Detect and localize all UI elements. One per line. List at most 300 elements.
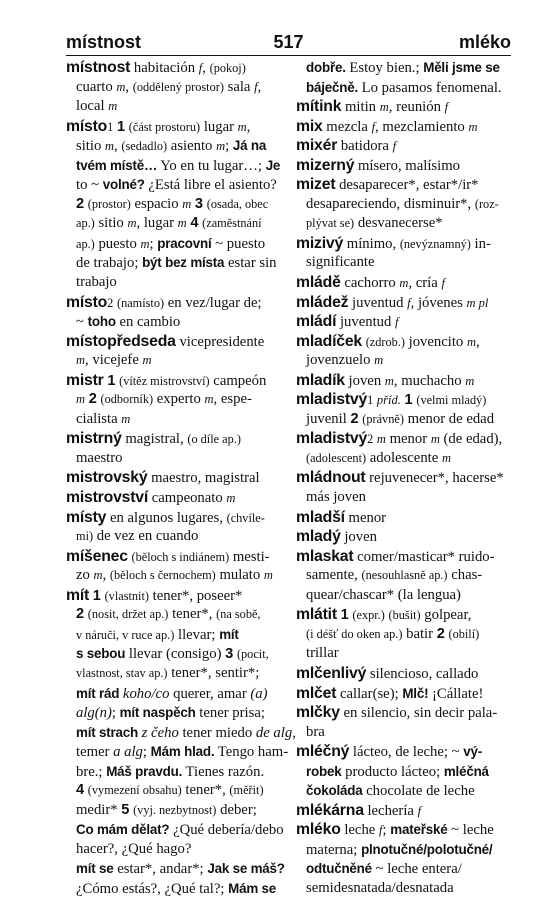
dictionary-line — [296, 742, 512, 762]
dictionary-line — [66, 117, 296, 137]
dictionary-line — [66, 175, 296, 195]
phrase: mít strach — [76, 724, 138, 740]
headword: mizivý — [296, 234, 344, 252]
translation: samente, — [306, 567, 362, 584]
phrase: toho — [87, 314, 116, 330]
translation: menor — [344, 509, 387, 526]
translation: Lo pasamos fenomenal. — [358, 79, 502, 96]
dictionary-line — [296, 527, 512, 547]
dictionary-line — [66, 234, 296, 254]
grammar-label: m — [226, 491, 236, 506]
dictionary-line — [66, 801, 296, 821]
headword: mixér — [296, 137, 338, 155]
headword: mlčenlivý — [296, 664, 367, 682]
translation: tener*, — [168, 606, 217, 623]
dictionary-line — [296, 117, 512, 137]
phrase: Máš pravdu. — [106, 763, 183, 779]
dictionary-line — [296, 664, 512, 684]
translation: callar(se); — [336, 685, 403, 702]
translation: zo — [76, 567, 94, 584]
note: (prostor) — [87, 196, 131, 211]
grammar-label: m — [441, 450, 451, 465]
translation: en silencio, sin decir pala- — [339, 705, 498, 722]
grammar-label: m — [121, 411, 131, 426]
translation: , — [202, 60, 210, 76]
dictionary-line — [66, 97, 296, 117]
grammar-label: f — [407, 295, 411, 310]
headword: místo — [66, 293, 108, 311]
headword: mladistvý — [296, 391, 368, 409]
sense-number: 1 — [404, 392, 413, 409]
note: (vymezení obsahu) — [87, 783, 182, 798]
translation: vicepresidente — [175, 333, 265, 350]
note: (právně) — [362, 411, 404, 426]
sense-number: 2 — [350, 410, 359, 427]
note: ap.) — [76, 236, 95, 251]
note: 1 — [367, 393, 374, 408]
dictionary-line — [296, 703, 512, 723]
translation: maestro — [76, 449, 123, 466]
dictionary-line — [66, 703, 296, 723]
translation: chocolate de leche — [362, 783, 475, 800]
dictionary-line — [296, 762, 512, 782]
translation: deber; — [216, 801, 257, 818]
dictionary-line — [66, 840, 296, 860]
dictionary-line — [66, 195, 296, 215]
dictionary-line — [296, 97, 512, 117]
dictionary-line — [66, 78, 296, 98]
translation: ¿Qué debería/debo — [169, 822, 284, 839]
note: (na sobě, — [216, 607, 261, 622]
translation: , cría — [408, 275, 442, 292]
headword: mléčný — [296, 743, 350, 761]
translation: Yo en tu lugar…; — [157, 157, 266, 174]
note: (část prostoru) — [128, 119, 201, 134]
note: (vlastnit) — [104, 588, 149, 603]
translation: hacer?, ¿Qué hago? — [76, 840, 192, 857]
translation: medir* — [76, 801, 122, 818]
dictionary-line — [66, 684, 296, 704]
headword: mít — [66, 586, 90, 604]
note: (chvíle- — [226, 510, 265, 525]
translation: local — [76, 98, 109, 115]
sense-number: 3 — [194, 195, 204, 212]
dictionary-line — [66, 508, 296, 528]
translation: chas- — [447, 567, 483, 584]
translation: menor — [385, 431, 431, 448]
note: (vyj. nezbytnost) — [133, 802, 217, 817]
translation: espacio — [130, 195, 183, 212]
translation: experto — [153, 391, 205, 408]
header-rule — [66, 55, 511, 56]
dictionary-line — [66, 762, 296, 782]
translation: estar sin — [224, 255, 277, 272]
translation: , espe- — [213, 391, 252, 408]
note: (osada, obec — [206, 196, 269, 211]
headword: mítink — [296, 98, 342, 116]
dictionary-line — [66, 586, 296, 606]
left-column — [66, 58, 296, 899]
translation: quear/chascar* (la lengua) — [306, 586, 461, 603]
headword: mládí — [296, 313, 337, 331]
note: (i déšť do oken ap.) — [306, 626, 403, 641]
sense-number: 4 — [190, 215, 199, 232]
grammar-label: m — [76, 392, 86, 407]
note: (nesouhlasně ap.) — [361, 568, 448, 583]
translation: desvanecerse* — [354, 215, 443, 232]
translation: , mezclamiento — [375, 118, 469, 135]
translation: ; — [149, 235, 158, 252]
grammar-label: m — [216, 139, 226, 154]
dictionary-line — [66, 605, 296, 625]
translation: producto lácteo; — [341, 763, 444, 780]
dictionary-line — [296, 351, 512, 371]
note: (o díle ap.) — [187, 432, 241, 447]
italic-text: koho/co — [122, 685, 170, 702]
note: (nosit, držet ap.) — [87, 607, 169, 622]
headword: mlékárna — [296, 801, 364, 819]
translation: magistral, — [121, 431, 188, 448]
header-first-entry: místnost — [66, 32, 142, 52]
translation: más joven — [306, 489, 366, 506]
phrase: mateřské — [390, 822, 448, 838]
sense-number: 2 — [76, 195, 85, 212]
translation: , — [257, 78, 262, 95]
grammar-label: m — [93, 568, 103, 583]
grammar-label: f — [444, 100, 449, 115]
translation: golpear, — [420, 607, 472, 624]
headword: mlaskat — [296, 547, 354, 565]
phrase: mít — [219, 626, 239, 642]
headword: mládnout — [296, 469, 366, 487]
translation: habitación — [130, 60, 199, 76]
dictionary-line — [66, 664, 296, 684]
translation: ; — [225, 138, 233, 155]
phrase: Já na — [232, 138, 267, 154]
translation: ¿Está libre el asiento? — [144, 177, 277, 194]
note: (pokoj) — [209, 61, 246, 75]
dictionary-line — [66, 820, 296, 840]
dictionary-line — [66, 547, 296, 567]
note: 2 — [367, 432, 374, 447]
dictionary-line — [296, 175, 512, 195]
note: ap.) — [76, 216, 95, 231]
phrase: robek — [306, 763, 342, 779]
translation: llevar (consigo) — [125, 646, 226, 663]
dictionary-line — [296, 859, 512, 879]
note: (pocit, — [236, 647, 269, 662]
note: (namísto) — [116, 295, 165, 310]
sense-number: 2 — [76, 606, 85, 623]
phrase: Měli jsme se — [423, 60, 500, 75]
note: v náruči, v ruce ap.) — [76, 627, 175, 642]
headword: místo — [66, 117, 108, 135]
translation: to ~ — [76, 177, 103, 194]
grammar-label: m — [468, 119, 478, 134]
headword: mistrovský — [66, 469, 148, 487]
dictionary-line — [296, 312, 512, 332]
headword: mladistvý — [296, 430, 368, 448]
phrase: mít naspěch — [119, 705, 196, 721]
grammar-label: f — [395, 315, 399, 330]
note: (velmi mladý) — [416, 393, 487, 408]
dictionary-line — [296, 234, 512, 254]
grammar-label: m — [140, 236, 150, 251]
translation: sitio — [94, 215, 128, 232]
translation: ¡Cállate! — [428, 685, 484, 702]
headword: mládež — [296, 293, 349, 311]
translation: mesti- — [229, 548, 270, 565]
dictionary-line — [296, 332, 512, 352]
translation: juventud — [348, 294, 408, 311]
headword: mladíček — [296, 332, 363, 350]
translation: , — [114, 138, 122, 155]
translation: cachorro — [340, 275, 400, 292]
grammar-label: f — [441, 276, 445, 291]
dictionary-line — [296, 273, 512, 293]
translation: , vicejefe — [85, 352, 143, 369]
note: (odborník) — [100, 392, 154, 407]
dictionary-line — [296, 390, 512, 410]
sense-number: 2 — [88, 391, 97, 408]
translation: silencioso, callado — [366, 665, 479, 682]
grammar-label: m — [379, 100, 389, 115]
phrase: Mám hlad. — [150, 744, 215, 760]
translation: , — [246, 118, 251, 135]
phrase: báječně. — [306, 79, 358, 95]
dictionary-line — [296, 156, 512, 176]
translation: querer, amar — [169, 685, 251, 702]
dictionary-line — [66, 214, 296, 234]
translation: cialista — [76, 410, 122, 427]
phrase: volné? — [102, 177, 145, 193]
headword: mléko — [296, 821, 341, 839]
translation: significante — [306, 254, 375, 271]
headword: mlčet — [296, 684, 337, 702]
dictionary-line — [296, 820, 512, 840]
grammar-label: m — [127, 216, 137, 231]
page-number: 517 — [273, 32, 304, 52]
translation: llevar; — [174, 626, 220, 643]
translation: campeonato — [148, 490, 227, 507]
grammar-label: příd. — [376, 393, 401, 408]
translation: trabajo — [76, 274, 117, 291]
dictionary-line — [66, 742, 296, 762]
translation: sitio — [76, 138, 105, 155]
dictionary-line — [66, 468, 296, 488]
translation: mísero, malísimo — [354, 157, 460, 174]
grammar-label: f — [392, 139, 397, 154]
sense-number: 4 — [76, 782, 85, 799]
dictionary-line — [296, 488, 512, 508]
translation: materna; — [306, 841, 362, 858]
translation: tener prisa; — [195, 705, 265, 722]
dictionary-line — [296, 801, 512, 821]
translation: estar*, andar*; — [113, 861, 208, 878]
phrase: být bez místa — [142, 255, 225, 271]
grammar-label: m — [177, 216, 187, 231]
dictionary-line — [296, 371, 512, 391]
grammar-label: f — [254, 79, 258, 94]
headword: mlčky — [296, 704, 340, 722]
phrase: s sebou — [76, 646, 126, 662]
grammar-label: m — [399, 276, 409, 291]
dictionary-line — [296, 508, 512, 528]
translation: ~ — [76, 314, 88, 331]
translation: ~ puesto — [211, 235, 266, 252]
translation: mitin — [341, 99, 380, 116]
translation: tener*, sentir*; — [167, 664, 260, 681]
grammar-label: m — [104, 139, 115, 154]
translation: Estoy bien.; — [345, 60, 424, 76]
dictionary-line — [296, 58, 512, 78]
sense-number: 1 — [92, 587, 101, 604]
note: 1 — [107, 119, 114, 134]
phrase: plnotučné/polotučné/ — [361, 841, 493, 857]
translation: joven — [340, 529, 377, 546]
translation: ~ leche — [447, 822, 494, 839]
translation: , — [292, 724, 296, 741]
grammar-label: m — [376, 432, 386, 447]
note: plývat se) — [306, 216, 355, 231]
page-header — [66, 22, 511, 56]
note: (běloch s černochem) — [109, 568, 216, 583]
translation: juventud — [336, 314, 396, 331]
translation: , — [125, 78, 133, 95]
translation: lugar — [200, 118, 238, 135]
dictionary-line — [296, 468, 512, 488]
grammar-label: m — [466, 334, 476, 349]
dictionary-line — [66, 879, 296, 899]
grammar-label: m — [263, 568, 273, 583]
note: (obilí) — [448, 626, 480, 641]
translation: tener*, poseer* — [148, 587, 243, 604]
translation: ~ leche entera/ — [371, 861, 462, 878]
translation: en vez/lugar de; — [164, 294, 262, 311]
note: (vítěz mistrovství) — [119, 373, 210, 388]
headword: mladý — [296, 528, 341, 546]
translation: mínimo, — [343, 235, 400, 252]
dictionary-line — [296, 195, 512, 215]
sense-number: 2 — [436, 625, 445, 642]
note: (adolescent) — [306, 450, 367, 465]
translation: batidora — [337, 138, 393, 155]
phrase: dobře. — [306, 60, 346, 75]
grammar-label: m — [384, 373, 394, 388]
headword: mlátit — [296, 606, 337, 624]
note: mi) — [76, 529, 94, 544]
grammar-label: f — [198, 61, 203, 75]
headword: mládě — [296, 274, 341, 292]
headword: místnost — [66, 59, 131, 76]
note: (nevýznamný) — [399, 236, 471, 251]
phrase: Jak se máš? — [207, 861, 285, 877]
phrase: Je — [265, 157, 281, 173]
phrase: čokoláda — [306, 783, 363, 799]
translation: semidesnatada/desnatada — [306, 879, 454, 896]
phrase: pracovní — [157, 235, 212, 251]
dictionary-line — [296, 547, 512, 567]
translation: en cambio — [115, 314, 181, 331]
sense-number: 3 — [225, 646, 234, 663]
translation: sala — [223, 78, 255, 95]
dictionary-line — [296, 684, 512, 704]
note: (zaměstnání — [202, 216, 262, 231]
translation: , lugar — [136, 215, 178, 232]
note: (bušit) — [388, 608, 421, 623]
translation: Tienes razón. — [182, 763, 265, 780]
grammar-label: m — [430, 432, 440, 447]
grammar-label: m — [142, 353, 152, 368]
phrase: mít se — [76, 861, 114, 877]
translation: asiento — [167, 138, 217, 155]
translation: jovenzuelo — [306, 352, 375, 369]
translation: rejuvenecer*, hacerse* — [365, 470, 504, 487]
translation: batir — [402, 625, 437, 642]
translation: Tengo ham- — [214, 744, 289, 761]
translation: lácteo, de leche; ~ — [349, 744, 464, 761]
translation: leche — [340, 822, 379, 839]
grammar-label: m — [237, 119, 247, 134]
dictionary-line — [296, 879, 512, 899]
dictionary-line — [296, 605, 512, 625]
sense-number: 5 — [121, 801, 130, 818]
dictionary-line — [296, 429, 512, 449]
italic-text: z čeho — [141, 724, 179, 741]
headword: mistr — [66, 371, 104, 389]
phrase: odtučněné — [306, 861, 372, 877]
note: (oddělený prostor) — [132, 79, 224, 94]
dictionary-line — [66, 449, 296, 469]
translation: , jóvenes — [410, 294, 467, 311]
dictionary-line — [66, 273, 296, 293]
phrase: mít rád — [76, 685, 120, 701]
translation: puesto — [94, 235, 141, 252]
italic-text: (a) — [250, 685, 268, 702]
dictionary-line — [296, 586, 512, 606]
translation: mezcla — [322, 118, 372, 135]
translation: comer/masticar* ruido- — [353, 548, 495, 565]
dictionary-line — [66, 859, 296, 879]
italic-text: de alg — [255, 724, 293, 741]
dictionary-line — [66, 527, 296, 547]
dictionary-line — [66, 371, 296, 391]
translation: lechería — [363, 802, 418, 819]
dictionary-line — [66, 351, 296, 371]
dictionary-line — [296, 214, 512, 234]
phrase: Co mám dělat? — [76, 822, 170, 838]
dictionary-line — [66, 293, 296, 313]
headword: míšenec — [66, 547, 128, 565]
translation: maestro, magistral — [147, 470, 260, 487]
translation: campeón — [209, 372, 267, 389]
headword: mizerný — [296, 156, 355, 174]
translation: juvenil — [306, 410, 351, 427]
translation: ¿Cómo estás?, ¿Qué tal?; — [76, 880, 229, 897]
headword: mix — [296, 117, 323, 135]
grammar-label: f — [378, 823, 383, 838]
dictionary-line — [66, 410, 296, 430]
dictionary-line — [66, 390, 296, 410]
dictionary-line — [66, 253, 296, 273]
translation: , — [475, 333, 480, 350]
note: vlastnost, stav ap.) — [76, 665, 168, 680]
sense-number: 1 — [116, 118, 126, 135]
note: (měřit) — [229, 783, 264, 798]
dictionary-line — [66, 625, 296, 645]
dictionary-line — [66, 781, 296, 801]
note: (expr.) — [352, 608, 385, 623]
